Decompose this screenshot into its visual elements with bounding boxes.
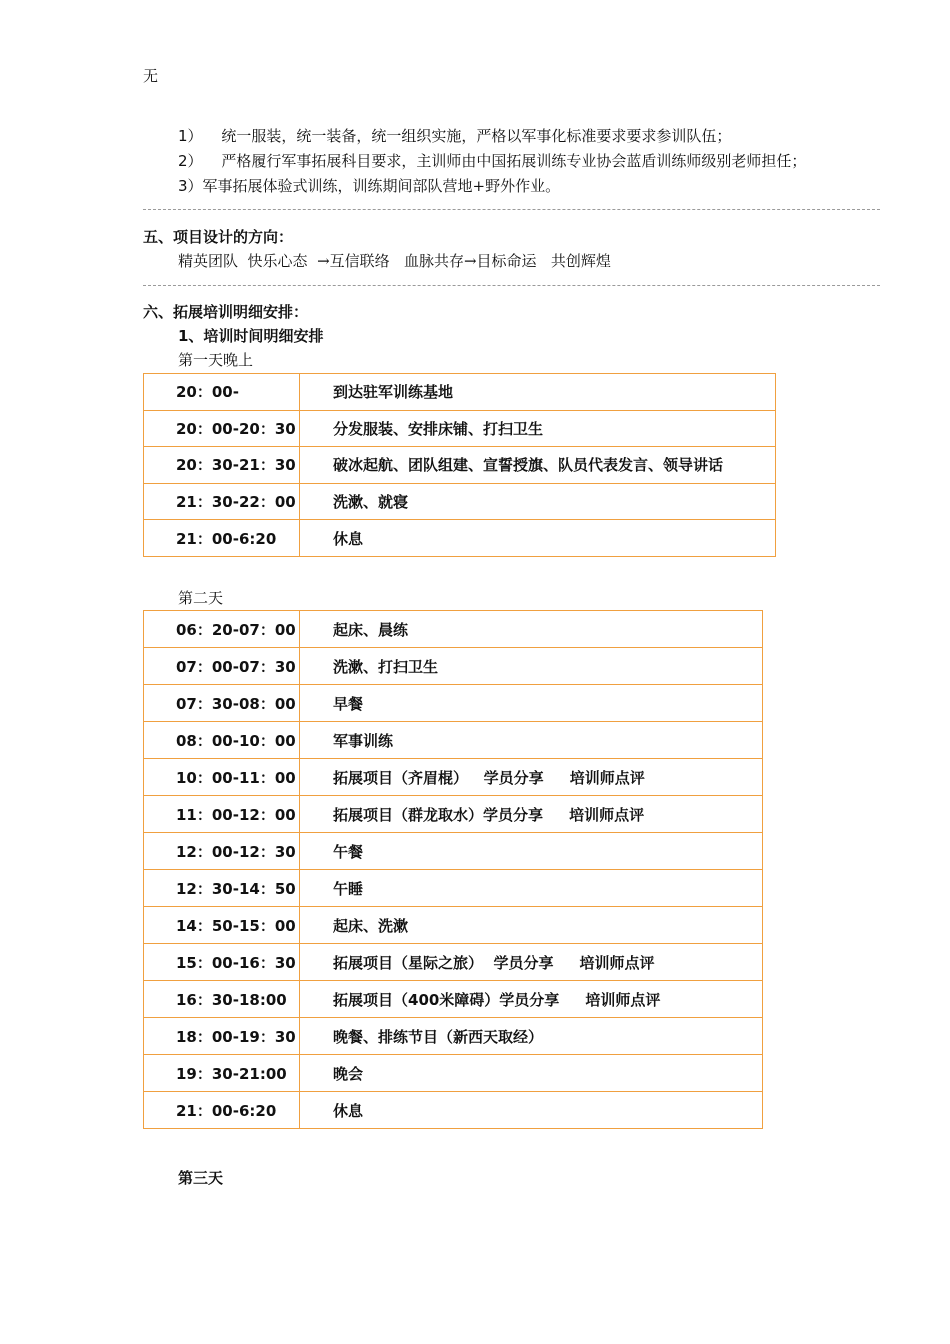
schedule-activity: 军事训练 xyxy=(300,722,763,759)
section5-heading: 五、项目设计的方向： xyxy=(143,228,294,246)
schedule-row xyxy=(144,410,776,447)
schedule-row xyxy=(144,981,763,1018)
schedule-activity: 洗漱、打扫卫生 xyxy=(300,648,763,685)
schedule-time: 12：30-14：50 xyxy=(144,870,300,907)
schedule-time: 20：00-20：30 xyxy=(144,410,300,447)
schedule-row xyxy=(144,447,776,484)
schedule-time: 06：20-07：00 xyxy=(144,611,300,648)
schedule-activity: 破冰起航、团队组建、宣誓授旗、队员代表发言、领导讲话 xyxy=(300,447,776,484)
schedule-row xyxy=(144,796,763,833)
day1-label: 第一天晚上 xyxy=(178,351,254,369)
schedule-row xyxy=(144,1018,763,1055)
schedule-row xyxy=(144,870,763,907)
requirement-text: 严格履行军事拓展科目要求，主训师由中国拓展训练专业协会蓝盾训练师级别老师担任； xyxy=(221,152,807,170)
schedule-activity: 起床、晨练 xyxy=(300,611,763,648)
schedule-activity: 拓展项目（齐眉棍） 学员分享 培训师点评 xyxy=(300,759,763,796)
day3-label-text: 第三天 xyxy=(178,1169,224,1187)
schedule-row xyxy=(144,722,763,759)
schedule-activity: 早餐 xyxy=(300,685,763,722)
schedule-time: 08：00-10：00 xyxy=(144,722,300,759)
schedule-row xyxy=(144,685,763,722)
schedule-activity: 休息 xyxy=(300,1092,763,1129)
schedule-row xyxy=(144,520,776,557)
day3-label xyxy=(178,1168,223,1188)
schedule-time: 14：50-15：00 xyxy=(144,907,300,944)
section5-direction: 精英团队 快乐心态 →互信联络 血脉共存→目标命运 共创辉煌 xyxy=(178,252,611,270)
schedule-row xyxy=(144,1092,763,1129)
schedule-time: 10：00-11：00 xyxy=(144,759,300,796)
schedule-activity: 拓展项目（400米障碍）学员分享 培训师点评 xyxy=(300,981,763,1018)
schedule-row xyxy=(144,648,763,685)
day1-schedule-table xyxy=(143,373,776,557)
schedule-activity: 起床、洗漱 xyxy=(300,907,763,944)
section6-subheading: 1、培训时间明细安排 xyxy=(178,327,324,345)
schedule-time: 07：30-08：00 xyxy=(144,685,300,722)
requirement-number: 2） xyxy=(178,152,203,170)
day2-schedule-table xyxy=(143,610,763,1129)
schedule-time: 21：00-6:20 xyxy=(144,1092,300,1129)
section6-heading: 六、拓展培训明细安排： xyxy=(143,303,309,321)
schedule-time: 20：00- xyxy=(144,374,300,411)
day2-label: 第二天 xyxy=(178,589,224,607)
schedule-time: 16：30-18:00 xyxy=(144,981,300,1018)
schedule-activity: 拓展项目（星际之旅） 学员分享 培训师点评 xyxy=(300,944,763,981)
schedule-activity: 休息 xyxy=(300,520,776,557)
divider xyxy=(143,285,880,286)
schedule-row xyxy=(144,483,776,520)
schedule-activity: 午餐 xyxy=(300,833,763,870)
schedule-time: 11：00-12：00 xyxy=(144,796,300,833)
schedule-time: 21：00-6:20 xyxy=(144,520,300,557)
schedule-row xyxy=(144,1055,763,1092)
schedule-activity: 晚餐、排练节目（新西天取经） xyxy=(300,1018,763,1055)
schedule-activity: 洗漱、就寝 xyxy=(300,483,776,520)
schedule-row xyxy=(144,907,763,944)
requirement-number: 3） xyxy=(178,177,203,195)
schedule-row xyxy=(144,944,763,981)
schedule-row xyxy=(144,374,776,411)
divider xyxy=(143,209,880,210)
requirement-number: 1） xyxy=(178,127,203,145)
schedule-time: 21：30-22：00 xyxy=(144,483,300,520)
schedule-time: 07：00-07：30 xyxy=(144,648,300,685)
schedule-activity: 晚会 xyxy=(300,1055,763,1092)
requirement-1 xyxy=(178,126,731,146)
schedule-activity: 分发服装、安排床铺、打扫卫生 xyxy=(300,410,776,447)
schedule-activity: 午睡 xyxy=(300,870,763,907)
schedule-time: 18：00-19：30 xyxy=(144,1018,300,1055)
requirement-text: 统一服装，统一装备，统一组织实施，严格以军事化标准要求要求参训队伍； xyxy=(221,127,732,145)
schedule-activity: 到达驻军训练基地 xyxy=(300,374,776,411)
schedule-time: 19：30-21:00 xyxy=(144,1055,300,1092)
schedule-row xyxy=(144,833,763,870)
schedule-time: 12：00-12：30 xyxy=(144,833,300,870)
requirement-2 xyxy=(178,151,806,171)
schedule-time: 20：30-21：30 xyxy=(144,447,300,484)
schedule-time: 15：00-16：30 xyxy=(144,944,300,981)
schedule-row xyxy=(144,759,763,796)
requirement-text: 军事拓展体验式训练，训练期间部队营地+野外作业。 xyxy=(202,177,561,195)
schedule-activity: 拓展项目（群龙取水）学员分享 培训师点评 xyxy=(300,796,763,833)
intro-text: 无 xyxy=(143,67,159,85)
requirement-3 xyxy=(178,176,560,196)
schedule-row xyxy=(144,611,763,648)
